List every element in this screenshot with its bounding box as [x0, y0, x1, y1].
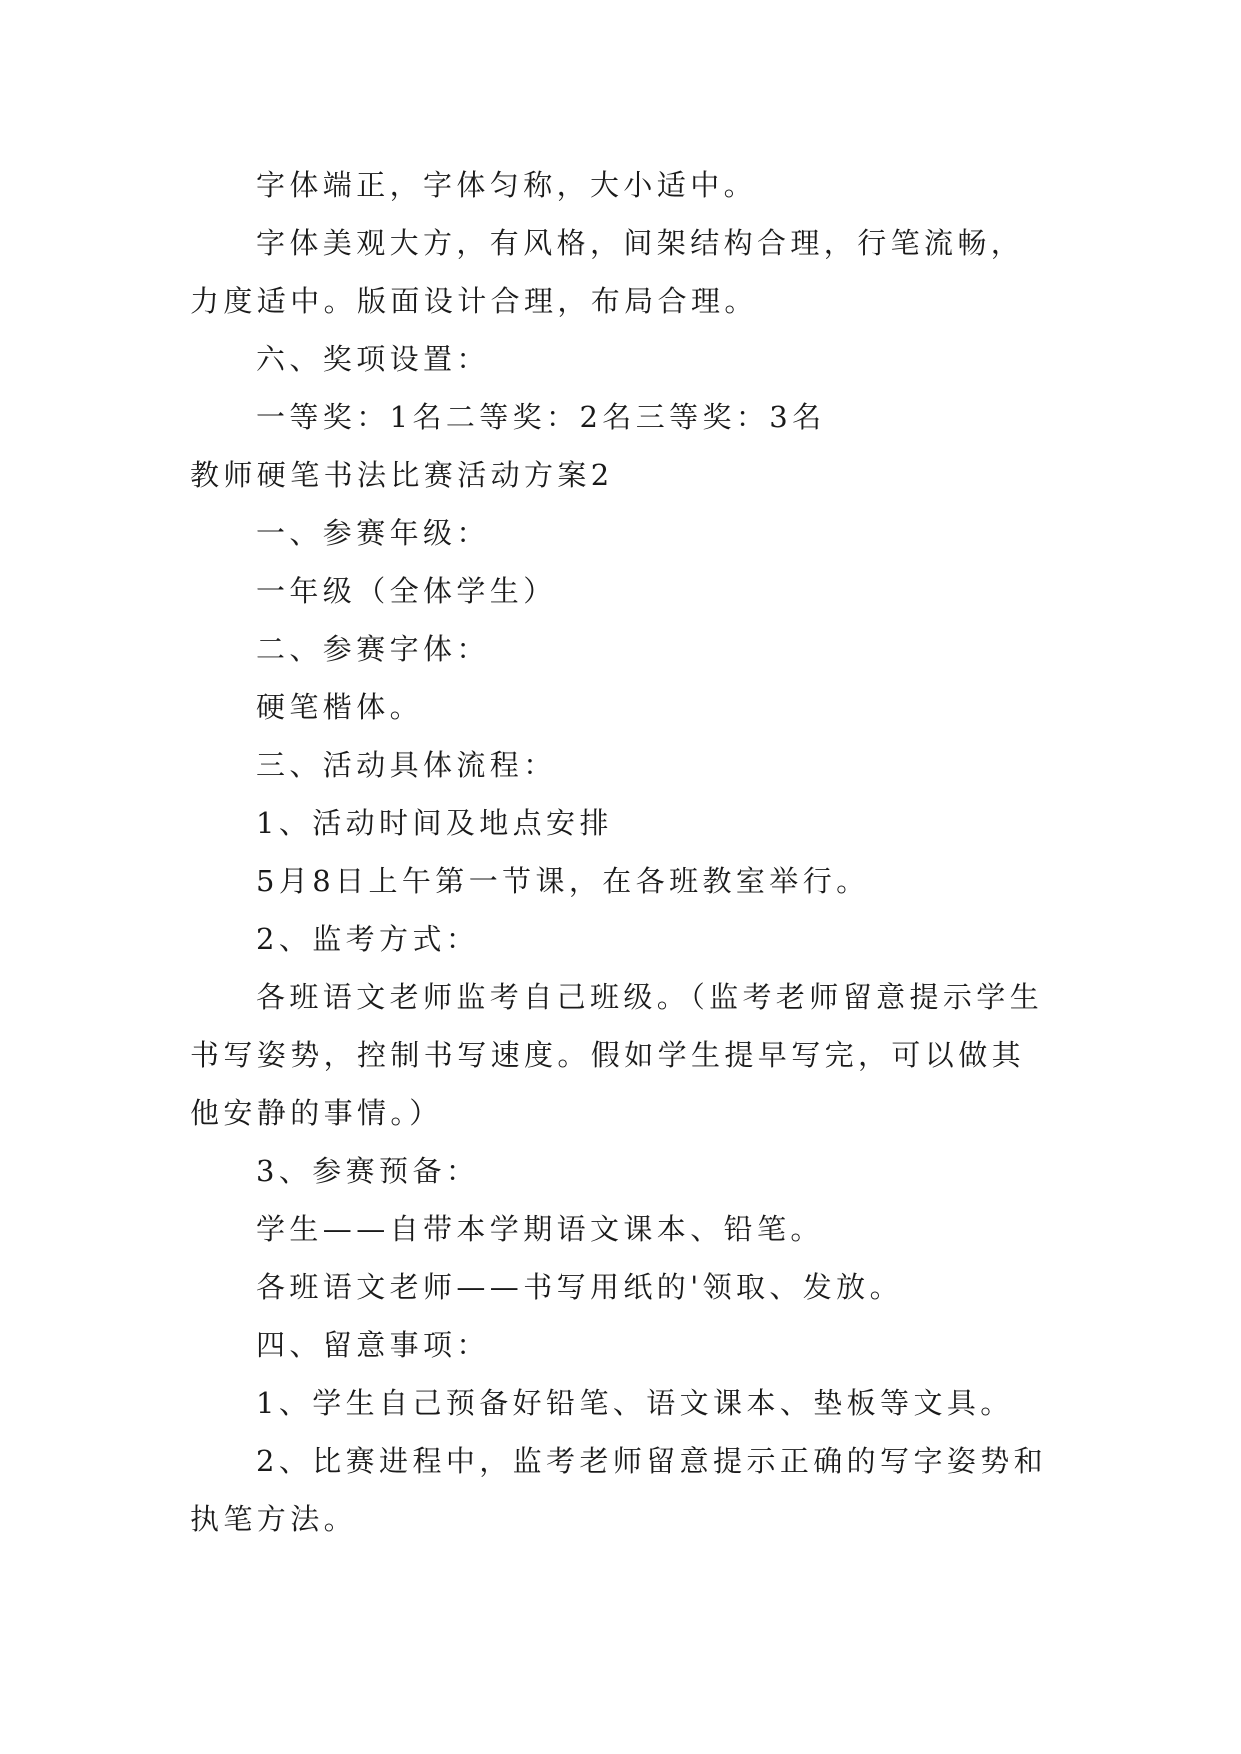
list-item: 2、监考方式：: [256, 922, 480, 956]
paragraph: 学生——自带本学期语文课本、铅笔。: [256, 1212, 824, 1246]
section-heading: 三、活动具体流程：: [256, 748, 557, 782]
paragraph: 一年级（全体学生）: [256, 574, 557, 608]
paragraph: 各班语文老师——书写用纸的'领取、发放。: [256, 1270, 903, 1304]
list-item: 1、活动时间及地点安排: [256, 806, 613, 840]
section-heading: 一、参赛年级：: [256, 516, 490, 550]
list-item: 3、参赛预备：: [256, 1154, 480, 1188]
list-item: 2、比赛进程中，监考老师留意提示正确的写字姿势和执笔方法。: [190, 1444, 1048, 1536]
list-item: 1、学生自己预备好铅笔、语文课本、垫板等文具。: [256, 1386, 1014, 1420]
document-title: 教师硬笔书法比赛活动方案2: [190, 458, 614, 492]
section-heading: 二、参赛字体：: [256, 632, 490, 666]
paragraph: 硬笔楷体。: [256, 690, 424, 724]
paragraph: 各班语文老师监考自己班级。（监考老师留意提示学生书写姿势，控制书写速度。假如学生提早写完，可以做其他安静的事情。）: [190, 980, 1044, 1130]
paragraph: 字体端正，字体匀称，大小适中。: [256, 168, 758, 202]
paragraph: 字体美观大方，有风格，间架结构合理，行笔流畅，力度适中。版面设计合理，布局合理。: [190, 226, 1025, 318]
section-heading: 四、留意事项：: [256, 1328, 490, 1362]
section-heading: 六、奖项设置：: [256, 342, 490, 376]
paragraph: 一等奖：1名二等奖：2名三等奖：3名: [256, 400, 826, 434]
paragraph: 5月8日上午第一节课，在各班教室举行。: [256, 864, 870, 898]
